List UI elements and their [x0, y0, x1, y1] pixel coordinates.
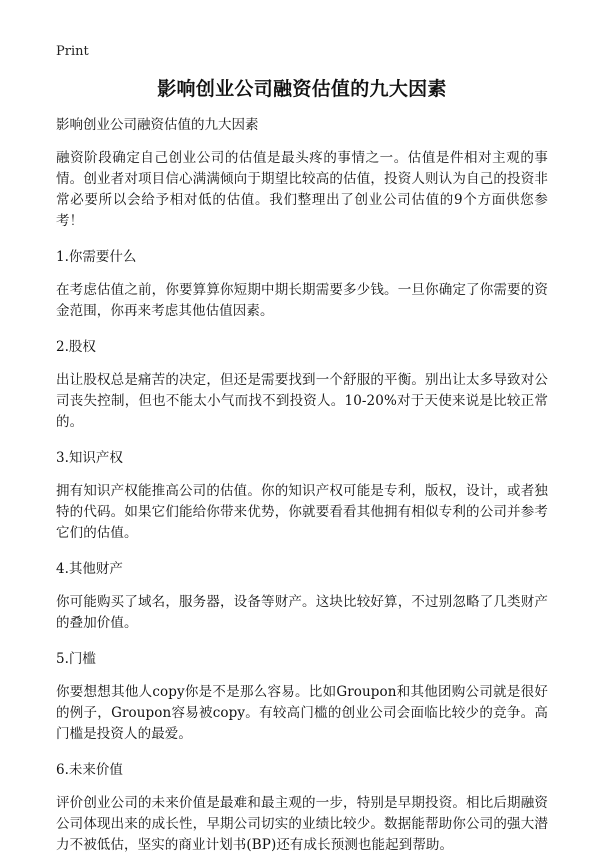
section-4 [56, 560, 548, 634]
section-paragraph: 评价创业公司的未来价值是最难和最主观的一步，特别是早期投资。相比后期融资公司体现出来的成长性，早期公司切实的业绩比较少。数据能帮助你公司的强大潜力不被低估，坚实的商业计划书(BP)还有成长预测也能起到帮助。 [56, 795, 548, 853]
section-6 [56, 761, 548, 856]
section-heading: 2.股权 [56, 339, 96, 355]
section-5 [56, 650, 548, 745]
section-heading: 4.其他财产 [56, 561, 123, 577]
section-1 [56, 248, 548, 322]
section-paragraph: 在考虑估值之前，你要算算你短期中期长期需要多少钱。一旦你确定了你需要的资金范围，你再来考虑其他估值因素。 [56, 282, 548, 319]
section-paragraph: 你要想想其他人copy你是不是那么容易。比如Groupon和其他团购公司就是很好的例子，Groupon容易被copy。有较高门槛的创业公司会面临比较少的竞争。高门槛是投资人的最爱。 [56, 684, 548, 742]
print-link[interactable]: Print [56, 44, 89, 59]
section-paragraph: 拥有知识产权能推高公司的估值。你的知识产权可能是专利，版权，设计，或者独特的代码。如果它们能给你带来优势，你就要看看其他拥有相似专利的公司并参考它们的估值。 [56, 483, 548, 541]
section-2 [56, 338, 548, 433]
section-paragraph: 出让股权总是痛苦的决定，但还是需要找到一个舒服的平衡。别出让太多导致对公司丧失控制，但也不能太小气而找不到投资人。10-20%对于天使来说是比较正常的。 [56, 372, 548, 430]
section-heading: 3.知识产权 [56, 450, 123, 466]
document-subtitle: 影响创业公司融资估值的九大因素 [56, 117, 259, 133]
section-heading: 5.门槛 [56, 651, 96, 667]
document-title: 影响创业公司融资估值的九大因素 [157, 78, 447, 100]
section-3 [56, 449, 548, 544]
section-heading: 6.未来价值 [56, 762, 123, 778]
section-paragraph: 你可能购买了域名，服务器，设备等财产。这块比较好算，不过别忽略了几类财产的叠加价值。 [56, 594, 548, 631]
intro-paragraph: 融资阶段确定自己创业公司的估值是最头疼的事情之一。估值是件相对主观的事情。创业者对项目信心满满倾向于期望比较高的估值，投资人则认为自己的投资非常必要所以会给予相对低的估值。我们整理出了创业公司估值的9个方面供您参考！ [56, 150, 548, 229]
section-heading: 1.你需要什么 [56, 249, 137, 265]
